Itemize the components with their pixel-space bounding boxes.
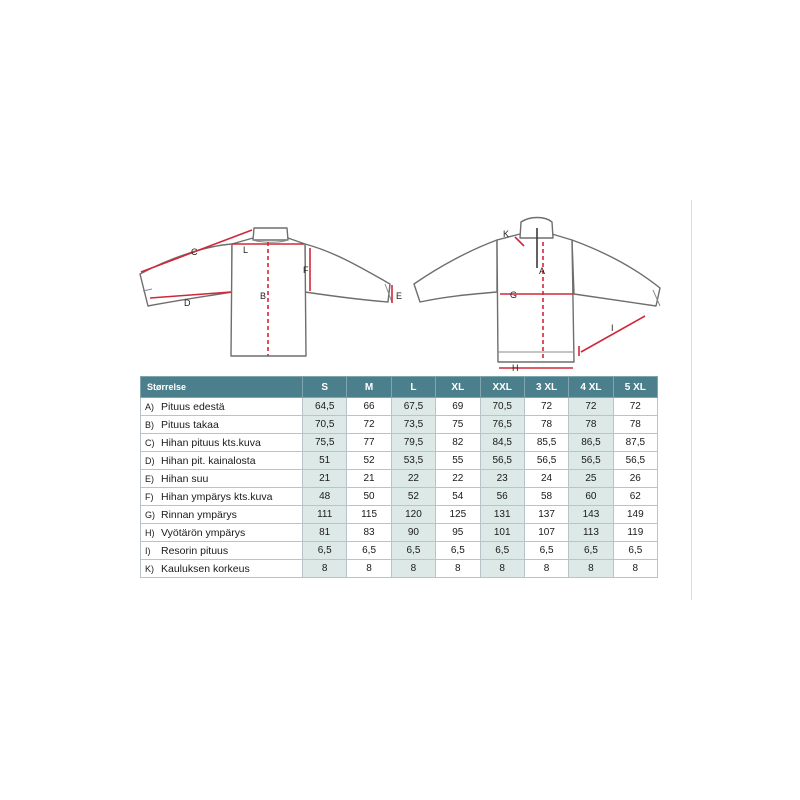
label-f: F bbox=[303, 265, 309, 275]
table-row bbox=[141, 470, 658, 488]
table-cell: 81 bbox=[303, 524, 347, 542]
table-row bbox=[141, 452, 658, 470]
header-size: M bbox=[347, 377, 391, 398]
table-row bbox=[141, 524, 658, 542]
row-label-text: Hihan suu bbox=[161, 472, 209, 485]
table-cell: 6,5 bbox=[524, 542, 568, 560]
row-label-text: Resorin pituus bbox=[161, 544, 229, 557]
table-cell: 83 bbox=[347, 524, 391, 542]
table-cell: 75 bbox=[436, 416, 480, 434]
row-code: B) bbox=[145, 419, 154, 430]
table-cell: 6,5 bbox=[303, 542, 347, 560]
table-cell: 149 bbox=[613, 506, 657, 524]
row-label-text: Hihan pit. kainalosta bbox=[161, 454, 256, 467]
table-cell: 120 bbox=[391, 506, 435, 524]
row-code: F) bbox=[145, 491, 154, 502]
table-cell: 75,5 bbox=[303, 434, 347, 452]
label-g: G bbox=[510, 290, 518, 300]
size-chart-header bbox=[141, 377, 658, 398]
table-cell: 111 bbox=[303, 506, 347, 524]
table-row bbox=[141, 560, 658, 578]
table-cell: 95 bbox=[436, 524, 480, 542]
label-c: C bbox=[191, 247, 198, 257]
table-cell: 8 bbox=[347, 560, 391, 578]
row-label-text: Pituus edestä bbox=[161, 400, 225, 413]
table-cell: 69 bbox=[436, 398, 480, 416]
table-cell: 6,5 bbox=[480, 542, 524, 560]
table-cell: 113 bbox=[569, 524, 613, 542]
garment-diagram bbox=[0, 0, 800, 380]
row-label bbox=[141, 488, 303, 506]
table-cell: 56,5 bbox=[480, 452, 524, 470]
table-cell: 53,5 bbox=[391, 452, 435, 470]
table-cell: 72 bbox=[347, 416, 391, 434]
table-cell: 76,5 bbox=[480, 416, 524, 434]
row-code: H) bbox=[145, 527, 155, 538]
table-cell: 72 bbox=[524, 398, 568, 416]
divider-line bbox=[691, 200, 692, 600]
table-cell: 8 bbox=[303, 560, 347, 578]
table-cell: 6,5 bbox=[569, 542, 613, 560]
table-cell: 26 bbox=[613, 470, 657, 488]
label-b: B bbox=[260, 291, 267, 301]
table-cell: 125 bbox=[436, 506, 480, 524]
table-cell: 72 bbox=[613, 398, 657, 416]
header-size: XXL bbox=[480, 377, 524, 398]
table-cell: 137 bbox=[524, 506, 568, 524]
header-size: S bbox=[303, 377, 347, 398]
table-cell: 21 bbox=[303, 470, 347, 488]
table-row bbox=[141, 434, 658, 452]
row-label-text: Rinnan ympärys bbox=[161, 508, 237, 521]
header-size: 3 XL bbox=[524, 377, 568, 398]
table-row bbox=[141, 506, 658, 524]
table-cell: 143 bbox=[569, 506, 613, 524]
label-h: H bbox=[512, 363, 519, 373]
table-cell: 23 bbox=[480, 470, 524, 488]
table-cell: 8 bbox=[524, 560, 568, 578]
table-row bbox=[141, 416, 658, 434]
header-size: 4 XL bbox=[569, 377, 613, 398]
table-row bbox=[141, 488, 658, 506]
row-label bbox=[141, 524, 303, 542]
table-cell: 62 bbox=[613, 488, 657, 506]
table-cell: 90 bbox=[391, 524, 435, 542]
row-label bbox=[141, 560, 303, 578]
label-l: L bbox=[243, 245, 249, 255]
row-label-text: Hihan ympärys kts.kuva bbox=[161, 490, 273, 503]
table-cell: 70,5 bbox=[480, 398, 524, 416]
row-code: D) bbox=[145, 455, 155, 466]
table-cell: 55 bbox=[436, 452, 480, 470]
table-cell: 64,5 bbox=[303, 398, 347, 416]
row-code: E) bbox=[145, 473, 154, 484]
table-cell: 85,5 bbox=[524, 434, 568, 452]
row-code: A) bbox=[145, 401, 154, 412]
row-label bbox=[141, 542, 303, 560]
table-cell: 66 bbox=[347, 398, 391, 416]
table-cell: 51 bbox=[303, 452, 347, 470]
table-cell: 78 bbox=[524, 416, 568, 434]
table-cell: 82 bbox=[436, 434, 480, 452]
header-size-label: Størrelse bbox=[141, 377, 303, 398]
table-cell: 101 bbox=[480, 524, 524, 542]
header-size: 5 XL bbox=[613, 377, 657, 398]
table-cell: 58 bbox=[524, 488, 568, 506]
table-cell: 60 bbox=[569, 488, 613, 506]
table-cell: 24 bbox=[524, 470, 568, 488]
table-cell: 21 bbox=[347, 470, 391, 488]
table-cell: 6,5 bbox=[436, 542, 480, 560]
table-cell: 8 bbox=[391, 560, 435, 578]
size-chart-table bbox=[140, 376, 658, 578]
table-cell: 73,5 bbox=[391, 416, 435, 434]
row-label bbox=[141, 470, 303, 488]
table-cell: 8 bbox=[569, 560, 613, 578]
table-cell: 87,5 bbox=[613, 434, 657, 452]
table-cell: 86,5 bbox=[569, 434, 613, 452]
table-cell: 25 bbox=[569, 470, 613, 488]
row-label-text: Kauluksen korkeus bbox=[161, 562, 250, 575]
table-cell: 8 bbox=[613, 560, 657, 578]
row-label bbox=[141, 434, 303, 452]
table-cell: 52 bbox=[347, 452, 391, 470]
row-label-text: Vyötärön ympärys bbox=[161, 526, 246, 539]
table-cell: 77 bbox=[347, 434, 391, 452]
table-cell: 56,5 bbox=[613, 452, 657, 470]
table-cell: 67,5 bbox=[391, 398, 435, 416]
table-cell: 115 bbox=[347, 506, 391, 524]
row-code: K) bbox=[145, 563, 154, 574]
row-label-text: Pituus takaa bbox=[161, 418, 219, 431]
table-cell: 107 bbox=[524, 524, 568, 542]
label-i: I bbox=[611, 323, 614, 333]
table-cell: 52 bbox=[391, 488, 435, 506]
table-cell: 84,5 bbox=[480, 434, 524, 452]
row-code: I) bbox=[145, 545, 151, 556]
row-label bbox=[141, 398, 303, 416]
measurement-diagram bbox=[0, 0, 800, 380]
table-cell: 8 bbox=[436, 560, 480, 578]
table-cell: 78 bbox=[569, 416, 613, 434]
row-label-text: Hihan pituus kts.kuva bbox=[161, 436, 261, 449]
row-label bbox=[141, 506, 303, 524]
table-cell: 54 bbox=[436, 488, 480, 506]
table-cell: 22 bbox=[391, 470, 435, 488]
table-row bbox=[141, 398, 658, 416]
table-cell: 22 bbox=[436, 470, 480, 488]
table-cell: 50 bbox=[347, 488, 391, 506]
row-label bbox=[141, 452, 303, 470]
table-cell: 6,5 bbox=[391, 542, 435, 560]
table-cell: 48 bbox=[303, 488, 347, 506]
label-e: E bbox=[396, 291, 403, 301]
label-a: A bbox=[539, 266, 546, 276]
table-row bbox=[141, 542, 658, 560]
table-cell: 6,5 bbox=[347, 542, 391, 560]
front-view-garment bbox=[414, 218, 660, 363]
table-cell: 79,5 bbox=[391, 434, 435, 452]
row-label bbox=[141, 416, 303, 434]
row-code: C) bbox=[145, 437, 155, 448]
table-cell: 6,5 bbox=[613, 542, 657, 560]
table-cell: 70,5 bbox=[303, 416, 347, 434]
row-code: G) bbox=[145, 509, 155, 520]
size-chart-body bbox=[141, 398, 658, 578]
table-cell: 56,5 bbox=[524, 452, 568, 470]
header-size: L bbox=[391, 377, 435, 398]
label-k: K bbox=[503, 229, 510, 239]
label-d: D bbox=[184, 298, 191, 308]
table-cell: 72 bbox=[569, 398, 613, 416]
header-size: XL bbox=[436, 377, 480, 398]
table-cell: 56 bbox=[480, 488, 524, 506]
table-cell: 56,5 bbox=[569, 452, 613, 470]
table-cell: 131 bbox=[480, 506, 524, 524]
table-cell: 119 bbox=[613, 524, 657, 542]
table-cell: 78 bbox=[613, 416, 657, 434]
table-cell: 8 bbox=[480, 560, 524, 578]
